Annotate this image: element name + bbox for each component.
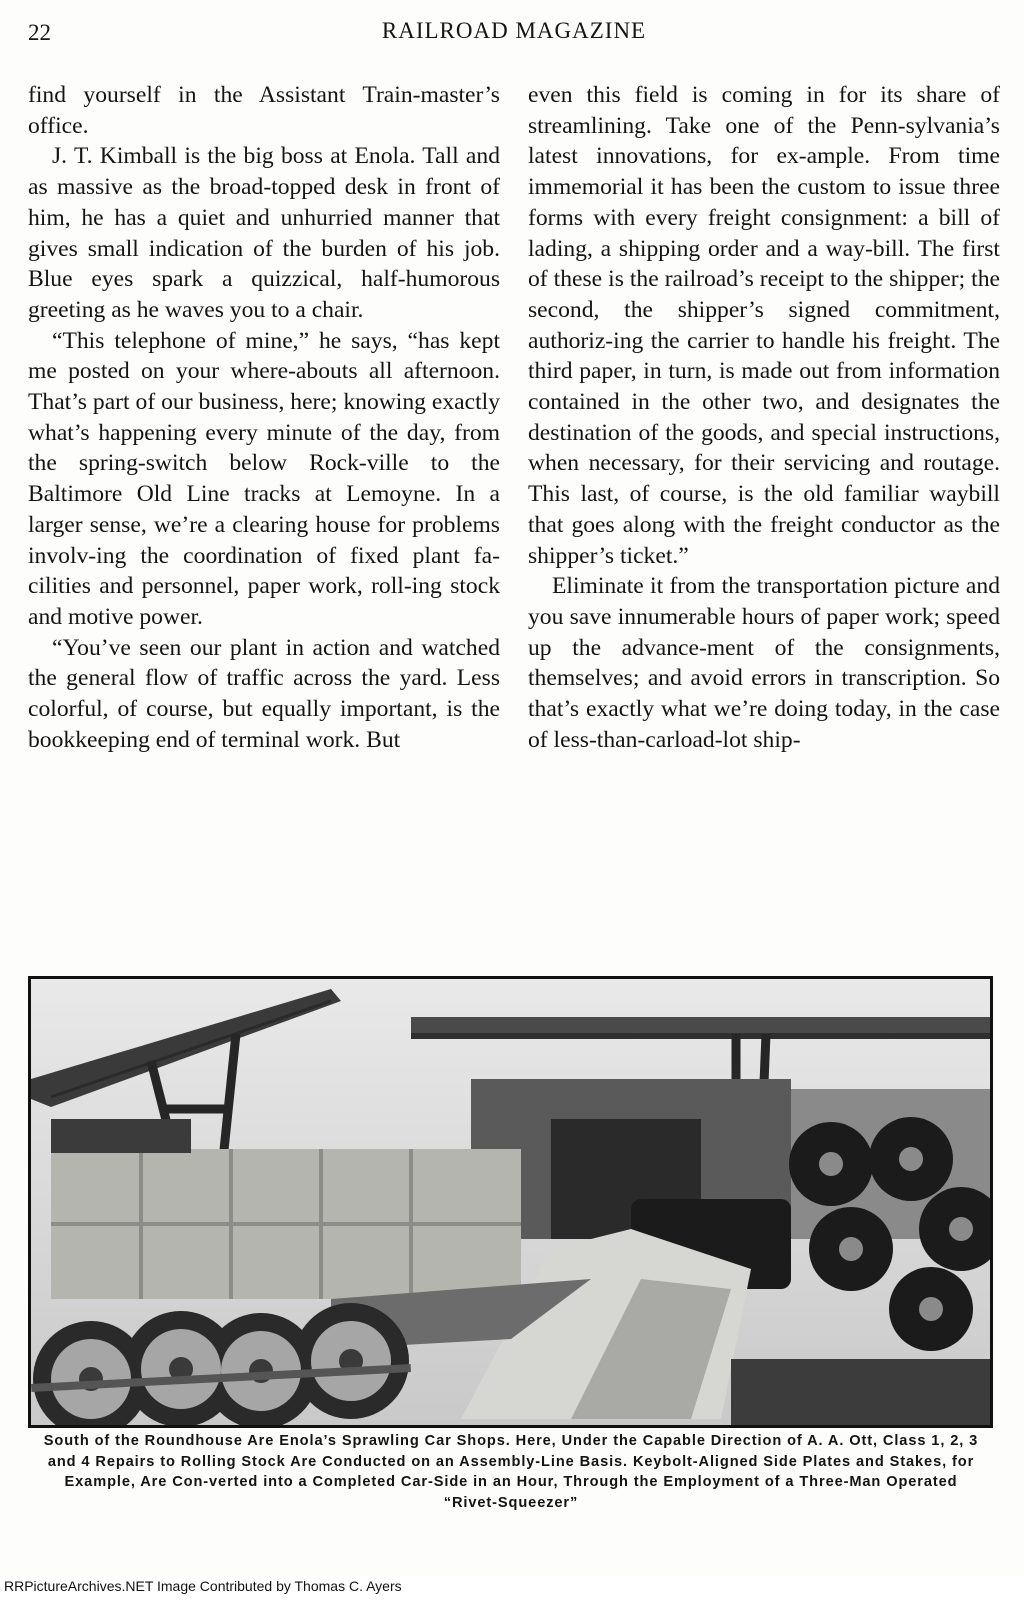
right-text-column	[528, 80, 1000, 928]
paragraph: Eliminate it from the transportation picture and you save innumerable hours of paper work; speed up the advance-ment of the consignments, themselves; and avoid errors in transcription. So that’s exactly what we’re doing today, in the case of less-than-carload-lot ship-	[528, 573, 1000, 753]
left-text-column	[28, 80, 500, 928]
car-shops-photo-illustration	[31, 979, 990, 1425]
paragraph: “This telephone of mine,” he says, “has kept me posted on your where-abouts all afternoon. That’s part of our business, here; knowing exactly what’s happening every minute of the day, from the spring-switch below Rock-ville to the Baltimore Old Line tracks at Lemoyne. In a larger sense, we’re a clearing house for problems involv-ing the coordination of fixed plant fa-cilities and personnel, paper work, roll-ing stock and motive power.	[28, 327, 500, 630]
magazine-title: RAILROAD MAGAZINE	[381, 18, 647, 43]
car-shops-photo	[28, 976, 993, 1428]
paragraph: even this field is coming in for its share of streamlining. Take one of the Penn-sylvania’s latest innovations, for ex-ample. From time immemorial it has been the custom to issue three forms with every freight consignment: a bill of lading, a shipping order and a way-bill. The first of these is the railroad’s receipt to the shipper; the second, the shipper’s signed commitment, authoriz-ing the carrier to handle his freight. The third paper, in turn, is made out from information contained in the other two, and designates the destination of the goods, and special instructions, when necessary, for their servicing and routage. This last, of course, is the old familiar waybill that goes along with the freight conductor as the shipper’s ticket.”	[528, 82, 1000, 569]
page-number: 22	[28, 20, 51, 45]
footer-bar	[0, 1576, 1024, 1600]
photo-caption: South of the Roundhouse Are Enola’s Sprawling Car Shops. Here, Under the Capable Direction of A. A. Ott, Class 1, 2, 3 and 4 Repairs to Rolling Stock Are Conducted on an Assembly-Line Basis. Keybolt-Aligned Side Plates and Stakes, for Example, Are Con-verted into a Completed Car-Side in an Hour, Through the Employment of a Three-Man Operated “Rivet-Squeezer”	[43, 1433, 979, 1511]
paragraph: “You’ve seen our plant in action and watched the general flow of traffic across the yard. Less colorful, of course, but equally important, is the bookkeeping end of terminal work. But	[28, 634, 500, 753]
paragraph: J. T. Kimball is the big boss at Enola. Tall and as massive as the broad-topped desk in front of him, he has a quiet and unhurried manner that gives small indication of the burden of his job. Blue eyes spark a quizzical, half-humorous greeting as he waves you to a chair.	[28, 143, 500, 323]
image-credit: RRPictureArchives.NET Image Contributed by Thomas C. Ayers	[4, 1578, 402, 1594]
paragraph: find yourself in the Assistant Train-master’s office.	[28, 82, 500, 139]
page-header	[28, 18, 1000, 54]
